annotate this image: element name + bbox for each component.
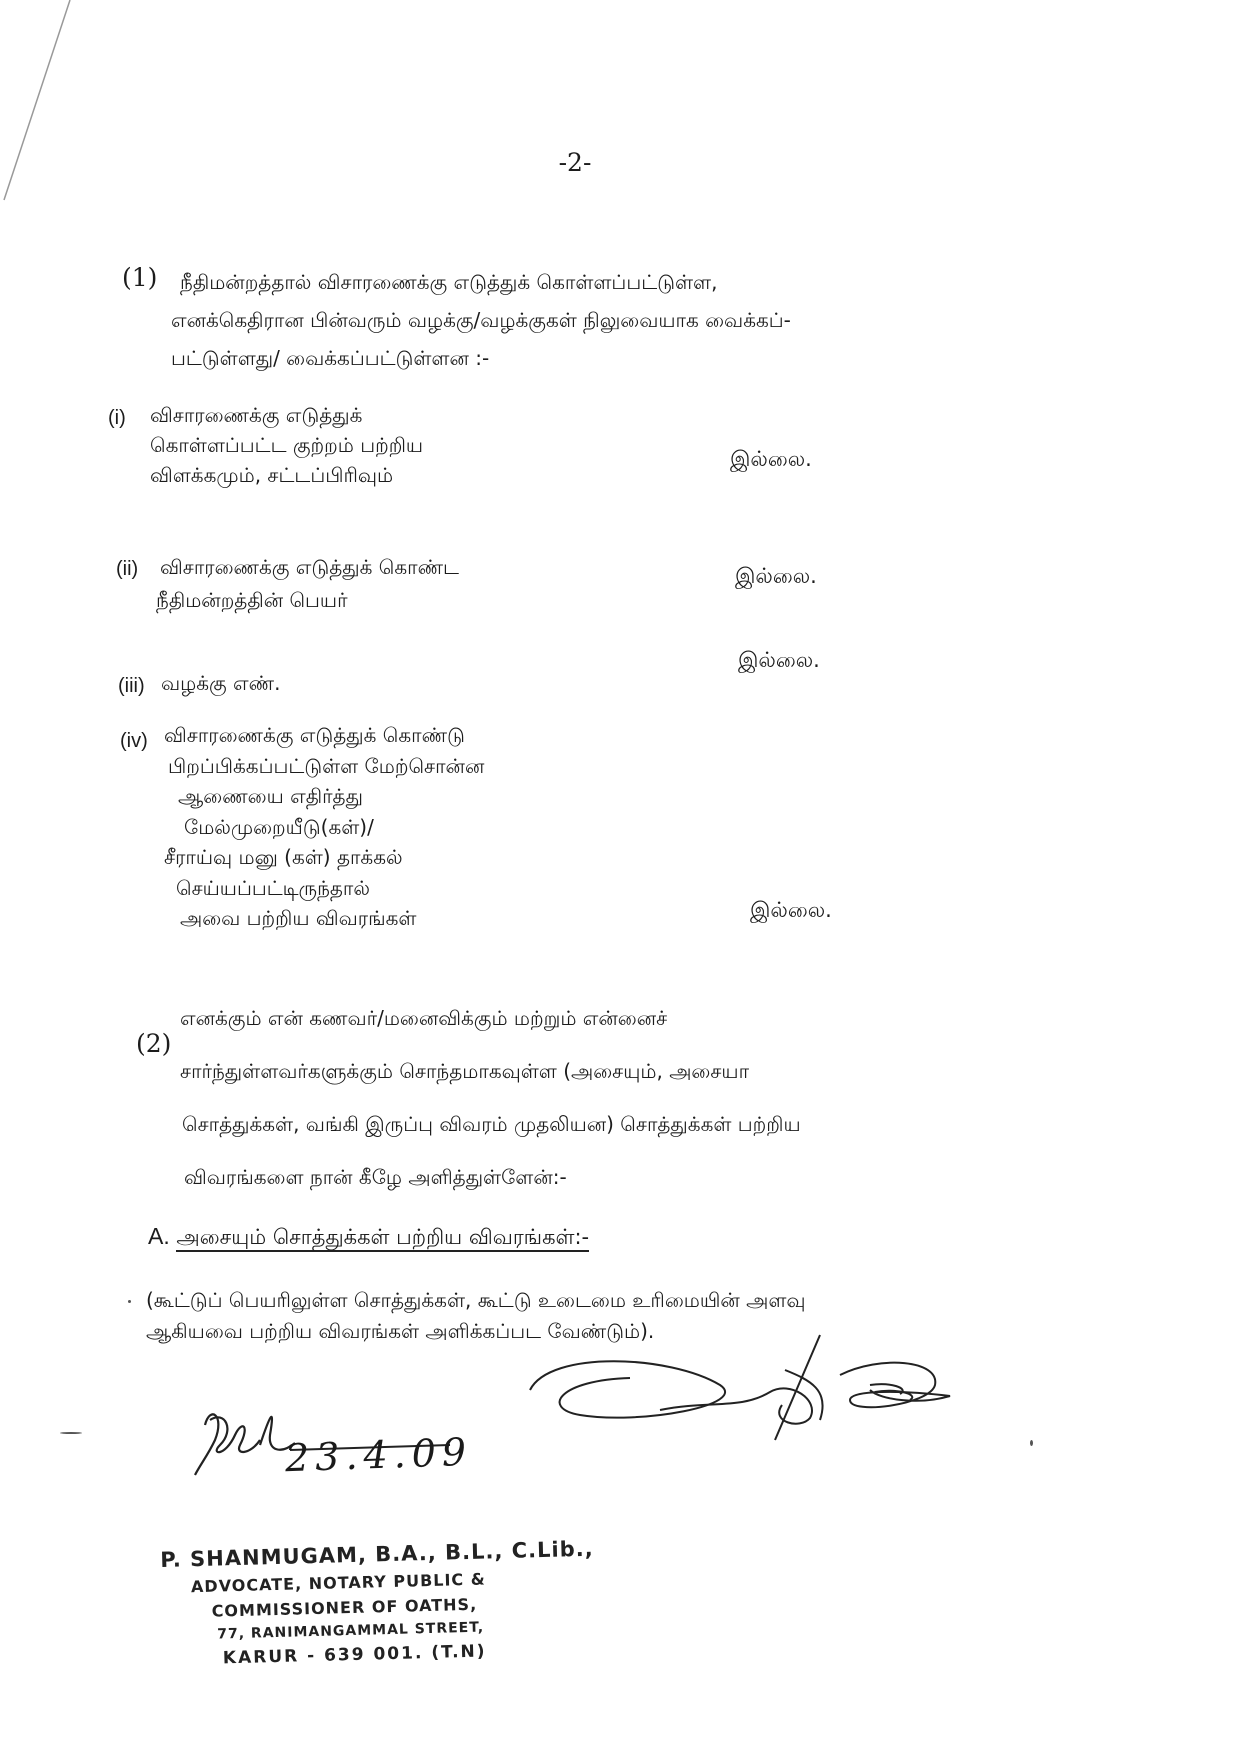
item-line: விசாரணைக்கு எடுத்துக் கொண்டு bbox=[164, 723, 465, 747]
section-a-title: அசையும் சொத்துக்கள் பற்றிய விவரங்கள்:- bbox=[176, 1225, 589, 1252]
item-i-answer: இல்லை. bbox=[730, 447, 812, 471]
item-i-num-label: (i) bbox=[108, 407, 126, 429]
item-ii-text bbox=[156, 551, 459, 617]
stamp-line: 77, RANIMANGAMMAL STREET, bbox=[217, 1619, 485, 1643]
item-iii-text bbox=[161, 670, 280, 696]
para2-line: சொத்துக்கள், வங்கி இருப்பு விவரம் முதலியன) சொத்துக்கள் பற்றிய bbox=[182, 1112, 801, 1136]
item-line: ஆணையை எதிர்த்து bbox=[178, 784, 363, 808]
para1-number: (1) bbox=[122, 263, 158, 292]
item-iii-num-label: (iii) bbox=[118, 675, 145, 697]
scan-speck bbox=[1030, 1440, 1033, 1446]
stamp-line: P. SHANMUGAM, B.A., B.L., C.Lib., bbox=[160, 1536, 594, 1572]
item-iv-num-label: (iv) bbox=[120, 730, 148, 752]
para2-number-wrap bbox=[136, 1028, 171, 1061]
item-line: வழக்கு எண். bbox=[161, 671, 281, 695]
item-line: சீராய்வு மனு (கள்) தாக்கல் bbox=[164, 845, 403, 869]
para1 bbox=[122, 262, 157, 295]
stamp-line: COMMISSIONER OF OATHS, bbox=[211, 1594, 478, 1621]
item-iii-number bbox=[118, 672, 145, 699]
item-ii-number bbox=[116, 555, 138, 582]
stamp-line: KARUR - 639 001. (T.N) bbox=[222, 1641, 487, 1669]
note-line: ஆகியவை பற்றிய விவரங்கள் அளிக்கப்பட வேண்டும்). bbox=[146, 1319, 655, 1343]
item-line: விசாரணைக்கு எடுத்துக் bbox=[150, 403, 363, 427]
para2-text bbox=[180, 1005, 801, 1217]
para2-number: (2) bbox=[136, 1029, 172, 1058]
para2-line: விவரங்களை நான் கீழே அளித்துள்ளேன்:- bbox=[184, 1165, 567, 1189]
item-i-text bbox=[150, 400, 423, 490]
para1-line: நீதிமன்றத்தால் விசாரணைக்கு எடுத்துக் கொள்ளப்பட்டுள்ள, bbox=[180, 270, 718, 294]
item-line: அவை பற்றிய விவரங்கள் bbox=[180, 906, 417, 930]
notary-stamp bbox=[160, 1537, 597, 1670]
handwritten-date: 23.4.09 bbox=[284, 1429, 473, 1481]
item-line: விசாரணைக்கு எடுத்துக் கொண்ட bbox=[160, 555, 459, 579]
item-iv-text bbox=[164, 720, 484, 934]
para2-line: எனக்கும் என் கணவர்/மனைவிக்கும் மற்றும் என்னைச் bbox=[180, 1006, 668, 1030]
para1-text bbox=[171, 263, 791, 377]
item-line: கொள்ளப்பட்ட குற்றம் பற்றிய bbox=[150, 433, 424, 457]
item-iv-answer: இல்லை. bbox=[750, 898, 832, 922]
item-ii-answer: இல்லை. bbox=[735, 564, 817, 588]
section-a-heading bbox=[148, 1223, 589, 1252]
scan-edge-mark bbox=[0, 0, 90, 220]
item-line: செய்யப்பட்டிருந்தால் bbox=[176, 875, 370, 900]
para2-line: சார்ந்துள்ளவர்களுக்கும் சொந்தமாகவுள்ள (அசையும், அசையா bbox=[180, 1059, 750, 1083]
item-iv-number bbox=[120, 727, 148, 754]
note-line: (கூட்டுப் பெயரிலுள்ள சொத்துக்கள், கூட்டு உடைமை உரிமையின் அளவு bbox=[146, 1288, 806, 1312]
item-i-number bbox=[108, 404, 126, 431]
item-line: நீதிமன்றத்தின் பெயர் bbox=[156, 588, 348, 612]
item-iii-answer: இல்லை. bbox=[738, 648, 820, 672]
page-number: -2- bbox=[558, 148, 592, 177]
item-line: மேல்முறையீடு(கள்)/ bbox=[184, 814, 374, 839]
item-line: பிறப்பிக்கப்பட்டுள்ள மேற்சொன்ன bbox=[168, 753, 485, 778]
section-a-letter: A. bbox=[148, 1223, 170, 1249]
stamp-line: ADVOCATE, NOTARY PUBLIC & bbox=[190, 1569, 486, 1597]
para1-line: எனக்கெதிரான பின்வரும் வழக்கு/வழக்குகள் நிலுவையாக வைக்கப்- bbox=[171, 308, 791, 332]
signature-right bbox=[520, 1330, 960, 1450]
item-line: விளக்கமும், சட்டப்பிரிவும் bbox=[150, 463, 394, 487]
scan-speck bbox=[60, 1432, 82, 1434]
scan-speck bbox=[128, 1300, 131, 1303]
para1-line: பட்டுள்ளது/ வைக்கப்பட்டுள்ளன :- bbox=[171, 346, 490, 370]
item-ii-num-label: (ii) bbox=[116, 558, 139, 580]
